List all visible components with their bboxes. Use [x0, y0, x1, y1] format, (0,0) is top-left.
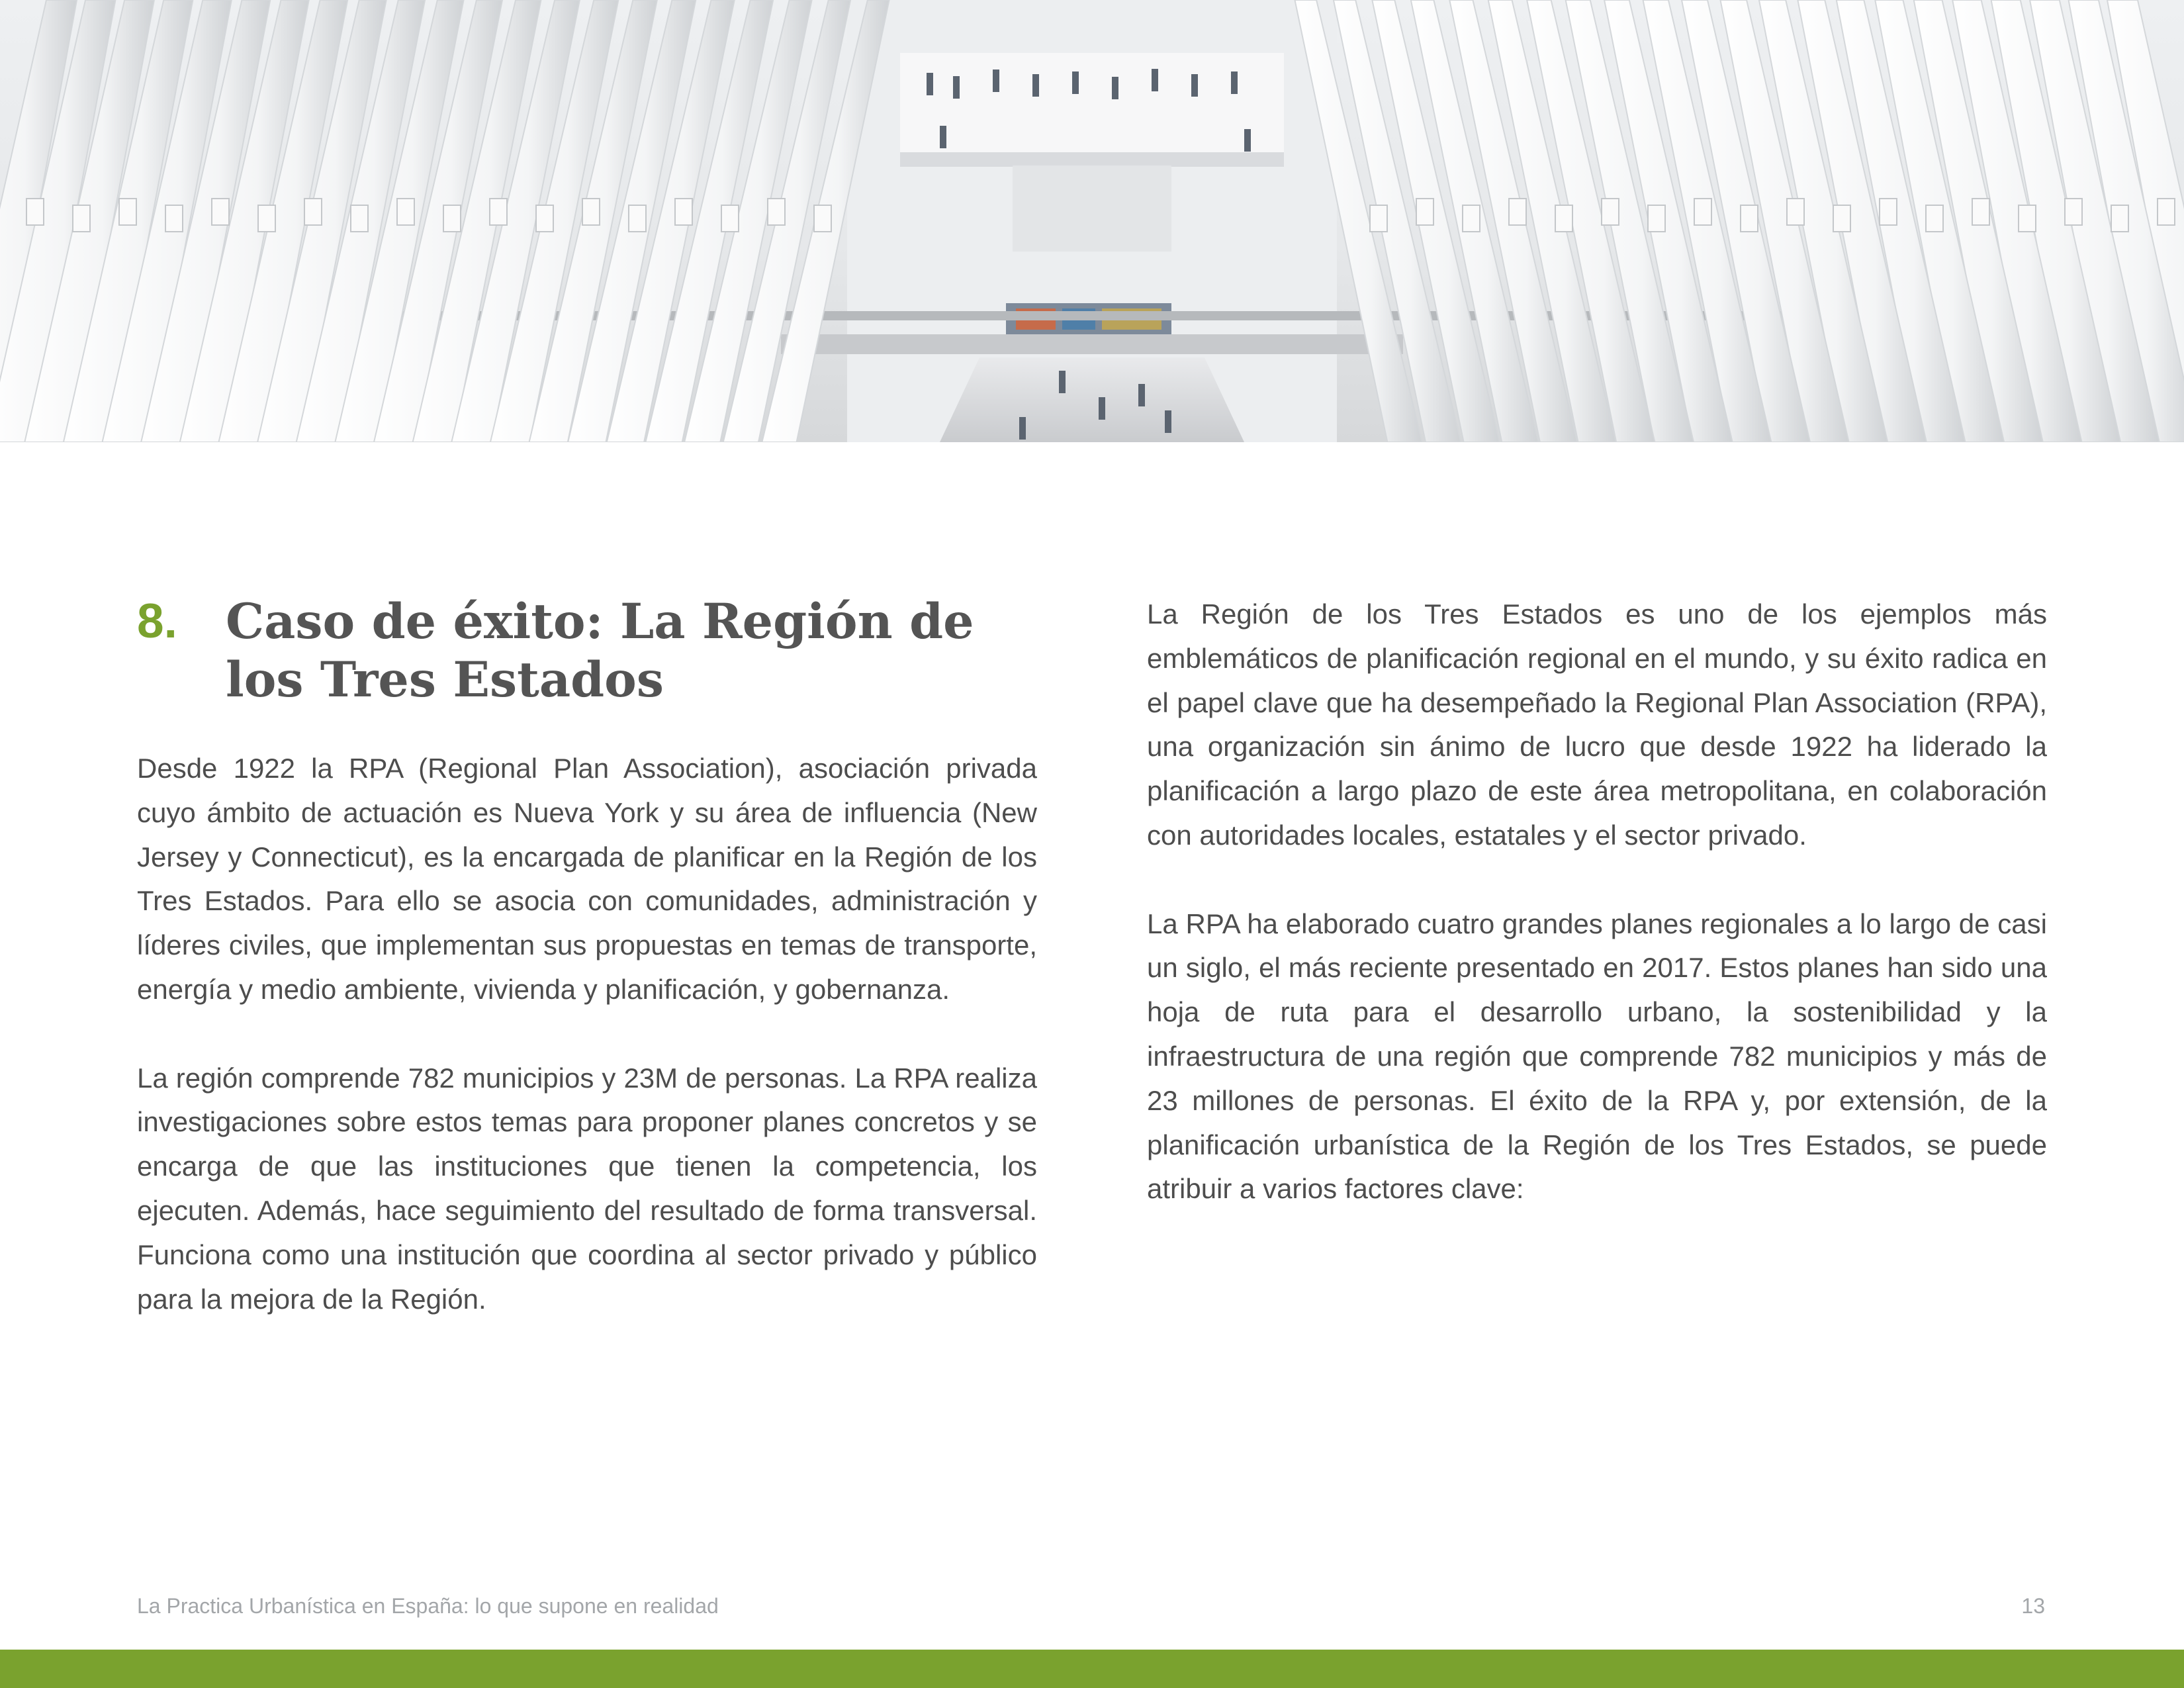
- right-column: [1147, 592, 2047, 1211]
- body-paragraph: La Región de los Tres Estados es uno de los ejemplos más emblemáticos de planificación regional en el mundo, y su éxito radica en el papel clave que ha desempeñado la Regional Plan Association (RPA), una organización sin ánimo de lucro que desde 1922 ha liderado la planificación a largo plazo de este área metropolitana, en colaboración con autoridades locales, estatales y el sector privado.: [1147, 598, 2047, 851]
- footer-accent-bar: [0, 1650, 2184, 1688]
- hero-image: [0, 0, 2184, 442]
- section-title: Caso de éxito: La Región de los Tres Estados: [226, 593, 974, 708]
- section-heading: [137, 592, 1050, 709]
- body-paragraph: La región comprende 782 municipios y 23M de personas. La RPA realiza investigaciones sobre estos temas para proponer planes concretos y se encarga de que las instituciones que tienen la competencia, los ejecuten. Además, hace seguimiento del resultado de forma transversal. Funciona como una institución que coordina al sector privado y público para la mejora de la Región.: [137, 1062, 1037, 1315]
- body-paragraph: Desde 1922 la RPA (Regional Plan Association), asociación privada cuyo ámbito de actuación es Nueva York y su área de influencia (New Jersey y Connecticut), es la encargada de planificar en la Región de los Tres Estados. Para ello se asocia con comunidades, administración y líderes civiles, que implementan sus propuestas en temas de transporte, energía y medio ambiente, vivienda y planificación, y gobernanza.: [137, 753, 1037, 1005]
- architecture-photo-icon: [0, 0, 2184, 442]
- body-paragraph: La RPA ha elaborado cuatro grandes planes regionales a lo largo de casi un siglo, el más reciente presentado en 2017. Estos planes han sido una hoja de ruta para el desarrollo urbano, la sostenibilidad y la infraestructura de una región que comprende 782 municipios y más de 23 millones de personas. El éxito de la RPA y, por extensión, de la planificación urbanística de la Región de los Tres Estados, se puede atribuir a varios factores clave:: [1147, 908, 2047, 1205]
- page-number: 13: [2021, 1594, 2045, 1618]
- left-column: [137, 747, 1037, 1321]
- section-number: 8.: [137, 594, 177, 648]
- footer-document-title: La Practica Urbanística en España: lo que supone en realidad: [137, 1594, 719, 1618]
